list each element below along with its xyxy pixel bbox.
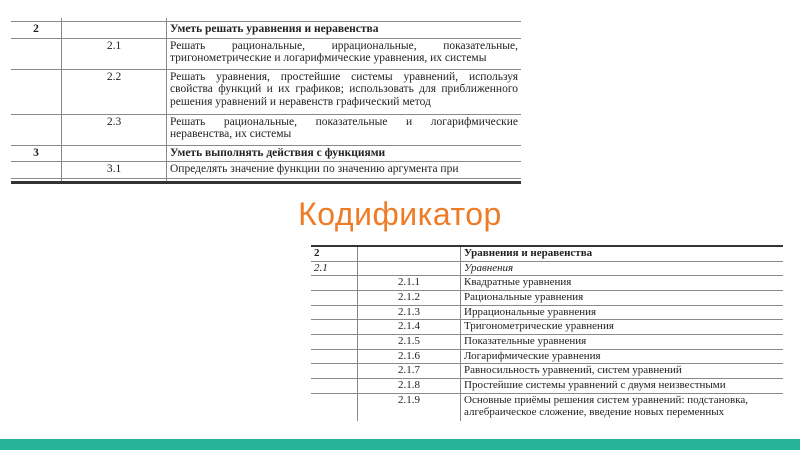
requirements-table [11, 18, 521, 184]
table-row [311, 364, 783, 379]
table-row [11, 114, 521, 145]
element-text: Тригонометрические уравнения [461, 320, 784, 335]
slide-title: Кодификатор [298, 196, 502, 232]
element-text: Иррациональные уравнения [461, 305, 784, 320]
row-code: 3.1 [62, 162, 167, 179]
item-code [358, 261, 461, 276]
item-code: 2.1.3 [358, 305, 461, 320]
row-code: 2.2 [62, 69, 167, 114]
row-text: Решать уравнения, простейшие системы уравнений, используя свойства функций и их графиков; использовать для приближенного решения уравнений и неравенств графический метод [167, 69, 522, 114]
table-row [311, 335, 783, 350]
element-text: Рациональные уравнения [461, 291, 784, 306]
table-row [11, 162, 521, 179]
row-text: Определять значение функции по значению аргумента при [167, 162, 522, 179]
table-row [311, 379, 783, 394]
row-number [11, 38, 62, 69]
table-row [311, 276, 783, 291]
item-code: 2.1.7 [358, 364, 461, 379]
table-row [311, 393, 783, 421]
row-number [11, 162, 62, 179]
row-code [62, 145, 167, 162]
section-code [311, 335, 358, 350]
row-code [62, 22, 167, 39]
codifier-table [311, 245, 783, 421]
element-text: Уравнения [461, 261, 784, 276]
table-row [311, 291, 783, 306]
item-code: 2.1.8 [358, 379, 461, 394]
table-row [311, 349, 783, 364]
section-code [311, 379, 358, 394]
table-row [311, 246, 783, 261]
section-code [311, 349, 358, 364]
section-code [311, 276, 358, 291]
row-text: Решать рациональные, показательные и логарифмические неравенства, их системы [167, 114, 522, 145]
element-text: Равносильность уравнений, систем уравнений [461, 364, 784, 379]
item-code: 2.1.2 [358, 291, 461, 306]
item-code [358, 246, 461, 261]
table-row [11, 145, 521, 162]
section-code [311, 291, 358, 306]
item-code: 2.1.5 [358, 335, 461, 350]
section-code [311, 364, 358, 379]
section-code [311, 305, 358, 320]
table-row [11, 69, 521, 114]
table-row [11, 38, 521, 69]
element-text: Уравнения и неравенства [461, 246, 784, 261]
table-row [11, 22, 521, 39]
row-number: 3 [11, 145, 62, 162]
element-text: Основные приёмы решения систем уравнений: подстановка, алгебраическое сложение, введение новых переменных [464, 393, 749, 419]
row-code: 2.1 [62, 38, 167, 69]
section-code: 2 [311, 246, 358, 261]
table-row [311, 320, 783, 335]
section-code [311, 320, 358, 335]
row-text: Уметь выполнять действия с функциями [167, 145, 522, 162]
section-code: 2.1 [311, 261, 358, 276]
element-text: Логарифмические уравнения [461, 349, 784, 364]
row-text: Уметь решать уравнения и неравенства [167, 22, 522, 39]
element-text: Простейшие системы уравнений с двумя неизвестными [461, 379, 784, 394]
item-code: 2.1.9 [358, 393, 461, 421]
row-code: 2.3 [62, 114, 167, 145]
element-text: Квадратные уравнения [461, 276, 784, 291]
item-code: 2.1.1 [358, 276, 461, 291]
section-code [311, 393, 358, 421]
row-number [11, 114, 62, 145]
row-text: Решать рациональные, иррациональные, показательные, тригонометрические и логарифмические уравнения, их системы [167, 38, 522, 69]
element-text: Показательные уравнения [461, 335, 784, 350]
table-row [311, 305, 783, 320]
row-number [11, 69, 62, 114]
table-row [311, 261, 783, 276]
row-number: 2 [11, 22, 62, 39]
table-bottom-rule [11, 179, 521, 183]
footer-accent-bar [0, 439, 800, 450]
item-code: 2.1.6 [358, 349, 461, 364]
item-code: 2.1.4 [358, 320, 461, 335]
